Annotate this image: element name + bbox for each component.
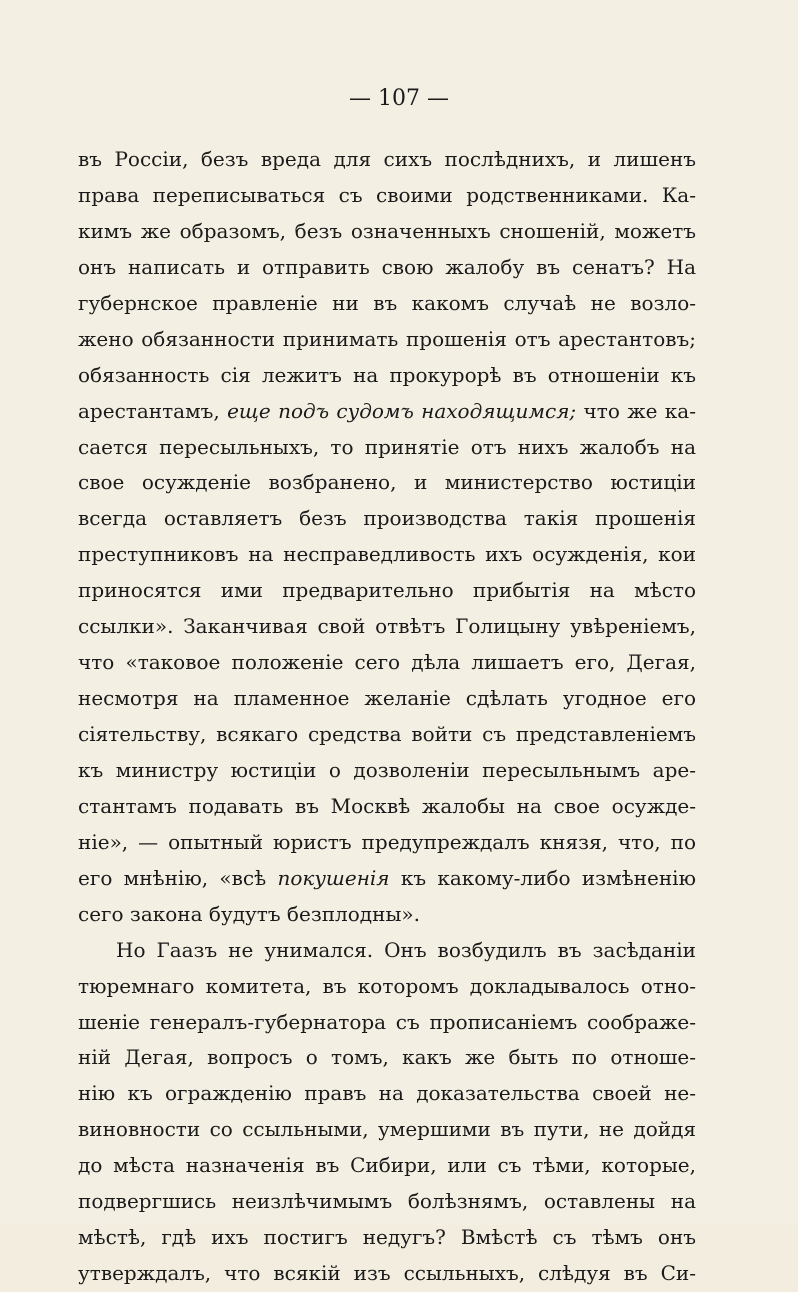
text-line: [78, 681, 696, 717]
text-span: ссылки». Заканчивая свой отвѣтъ Голицыну увѣреніемъ,: [78, 614, 696, 639]
text-line: [78, 178, 696, 214]
text-line: [78, 1040, 696, 1076]
text-line: [78, 645, 696, 681]
text-span: свое осужденіе возбранено, и министерство юстиціи: [78, 470, 696, 495]
text-span: преступниковъ на несправедливость ихъ осужденія, кои: [78, 542, 696, 567]
text-line: [78, 1112, 696, 1148]
text-span: что же ка-: [576, 398, 696, 423]
text-span: виновности со ссыльными, умершими въ пути, не дойдя: [78, 1117, 696, 1142]
text-line: [78, 430, 696, 466]
text-line: [78, 501, 696, 537]
text-line: [78, 897, 696, 933]
text-span: утверждалъ, что всякій изъ ссыльныхъ, слѣдуя въ Си-: [78, 1261, 696, 1286]
text-line: [78, 1076, 696, 1112]
text-span: его мнѣнію, «всѣ: [78, 865, 278, 890]
text-line: [78, 789, 696, 825]
text-span: тюремнаго комитета, въ которомъ докладывалось отно-: [78, 973, 696, 998]
text-line: [78, 1148, 696, 1184]
text-line: [78, 465, 696, 501]
text-line: [78, 933, 696, 969]
body-text: [78, 142, 696, 1292]
text-span: Но Гаазъ не унимался. Онъ возбудилъ въ засѣданіи: [116, 937, 696, 962]
text-line: [78, 1184, 696, 1220]
text-span: несмотря на пламенное желаніе сдѣлать угодное его: [78, 686, 696, 711]
text-span: въ Россіи, безъ вреда для сихъ послѣднихъ, и лишенъ: [78, 147, 696, 171]
text-span: онъ написать и отправить свою жалобу въ сенатъ? На: [78, 254, 696, 279]
italic-phrase: еще подъ судомъ находящимся;: [227, 398, 577, 423]
text-span: сіятельству, всякаго средства войти съ представленіемъ: [78, 722, 696, 746]
text-span: къ какому-либо измѣненію: [389, 865, 696, 890]
text-line: [78, 825, 696, 861]
text-line: [78, 322, 696, 358]
text-span: арестантамъ,: [78, 398, 228, 423]
text-span: приносятся ими предварительно прибытія на мѣсто: [78, 578, 696, 603]
text-line: [78, 358, 696, 394]
text-span: къ министру юстиціи о дозволеніи пересыльнымъ аре-: [78, 757, 696, 782]
text-span: всегда оставляетъ безъ производства такія прошенія: [78, 506, 696, 531]
text-line: [78, 753, 696, 789]
text-line: [78, 250, 696, 286]
text-span: нію къ огражденію правъ на доказательства своей не-: [78, 1081, 696, 1106]
text-line: [78, 142, 696, 178]
text-line: [78, 1220, 696, 1256]
text-line: [78, 1005, 696, 1041]
text-span: мѣстѣ, гдѣ ихъ постигъ недугъ? Вмѣстѣ съ тѣмъ онъ: [78, 1225, 696, 1250]
text-span: стантамъ подавать въ Москвѣ жалобы на свое осужде-: [78, 793, 696, 818]
text-line: [78, 286, 696, 322]
text-span: ніе», — опытный юристъ предупреждалъ князя, что, по: [78, 829, 696, 854]
text-span: права переписываться съ своими родственниками. Ка-: [78, 182, 696, 207]
text-span: что «таковое положеніе сего дѣла лишаетъ его, Дегая,: [78, 650, 696, 675]
text-span: до мѣста назначенія въ Сибири, или съ тѣми, которые,: [78, 1153, 696, 1178]
text-line: [78, 717, 696, 753]
text-span: губернское правленіе ни въ какомъ случаѣ не возло-: [78, 290, 696, 315]
text-line: [78, 394, 696, 430]
page-number: — 107 —: [349, 86, 449, 111]
text-span: жено обязанности принимать прошенія отъ арестантовъ;: [78, 326, 696, 351]
text-line: [78, 573, 696, 609]
text-line: [78, 214, 696, 250]
text-span: сего закона будутъ безплодны».: [78, 901, 420, 926]
text-span: подвергшись неизлѣчимымъ болѣзнямъ, оставлены на: [78, 1189, 696, 1214]
text-span: шеніе генералъ-губернатора съ прописаніемъ соображе-: [78, 1009, 696, 1034]
text-line: [78, 969, 696, 1005]
italic-phrase: покушенія: [277, 865, 390, 890]
text-span: обязанность сія лежитъ на прокурорѣ въ отношеніи къ: [78, 362, 696, 387]
text-span: кимъ же образомъ, безъ означенныхъ сношеній, можетъ: [78, 218, 696, 243]
text-line: [78, 609, 696, 645]
text-line: [78, 537, 696, 573]
text-line: [78, 1256, 696, 1292]
text-line: [78, 861, 696, 897]
text-span: сается пересыльныхъ, то принятіе отъ нихъ жалобъ на: [78, 434, 696, 459]
text-span: ній Дегая, вопросъ о томъ, какъ же быть по отноше-: [78, 1045, 696, 1070]
